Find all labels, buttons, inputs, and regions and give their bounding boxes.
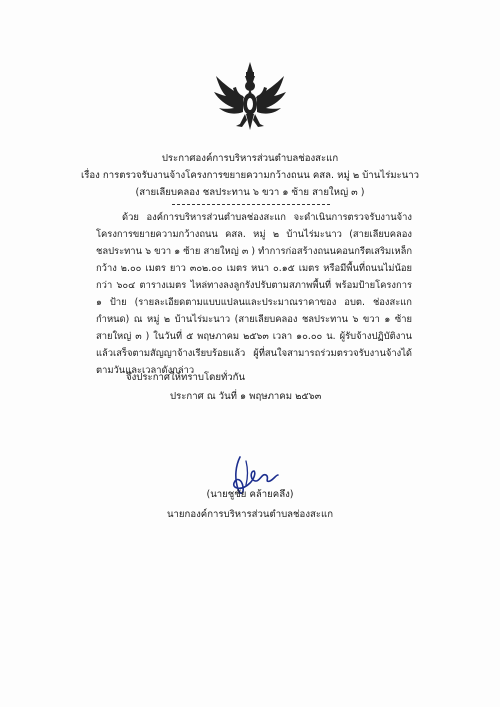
body-paragraph-text: ด้วย องค์การบริหารส่วนตำบลช่องสะแก จะดำเนินการตรวจรับงานจ้างโครงการขยายความกว้างถนน คสล. หมู่ ๒ บ้านไร่มะนาว (สายเลียบคลอง ชลประทาน ๖ ขวา ๑ ซ้าย สายใหญ่ ๓ ) ทำการก่อสร้างถนนคอนกรีตเสริมเหล็ก กว้าง ๒.๐๐ เมตร ยาว ๓๐๒.๐๐ เมตร หนา ๐.๑๕ เมตร หรือมีพื้นที่ถนนไม่น้อยกว่า ๖๐๔ ตารางเมตร ไหล่ทางลงลูกรังปรับตามสภาพพื้นที่ พร้อมป้ายโครงการ ๑ ป้าย (รายละเอียดตามแบบแปลนและประมาณราคาของ อบต. ช่องสะแกกำหนด) ณ หมู่ ๒ บ้านไร่มะนาว (สายเลียบคลอง ชลประทาน ๖ ขวา ๑ ซ้าย สายใหญ่ ๓ ) ในวันที่ ๕ พฤษภาคม ๒๕๖๓ เวลา ๑๐.๐๐ น. ผู้รับจ้างปฏิบัติงาน แล้วเสร็จตามสัญญาจ้างเรียบร้อยแล้ว ผู้ที่สนใจสามารถร่วมตรวจรับงานจ้างได้ตามวันและเวลาดังกล่าว	[96, 212, 412, 376]
announcement-date: ประกาศ ณ วันที่ ๑ พฤษภาคม ๒๕๖๓	[170, 391, 322, 402]
garuda-emblem-icon	[212, 62, 288, 134]
signer-name: (นายชูชัย คล้ายคลึง)	[206, 489, 294, 500]
signer-position: นายกองค์การบริหารส่วนตำบลช่องสะแก	[166, 509, 334, 520]
announcement-title: ประกาศองค์การบริหารส่วนตำบลช่องสะแก	[161, 153, 339, 164]
closing-statement: จึงประกาศให้ทราบโดยทั่วกัน	[126, 372, 246, 383]
announcement-subject: เรื่อง การตรวจรับงานจ้างโครงการขยายความกว้างถนน คสล. หมู่ ๒ บ้านไร่มะนาว	[80, 170, 420, 181]
body-paragraph	[96, 209, 412, 379]
separator-line	[172, 204, 330, 205]
announcement-subject-detail: (สายเลียบคลอง ชลประทาน ๖ ขวา ๑ ซ้าย สายใหญ่ ๓ )	[135, 187, 365, 198]
